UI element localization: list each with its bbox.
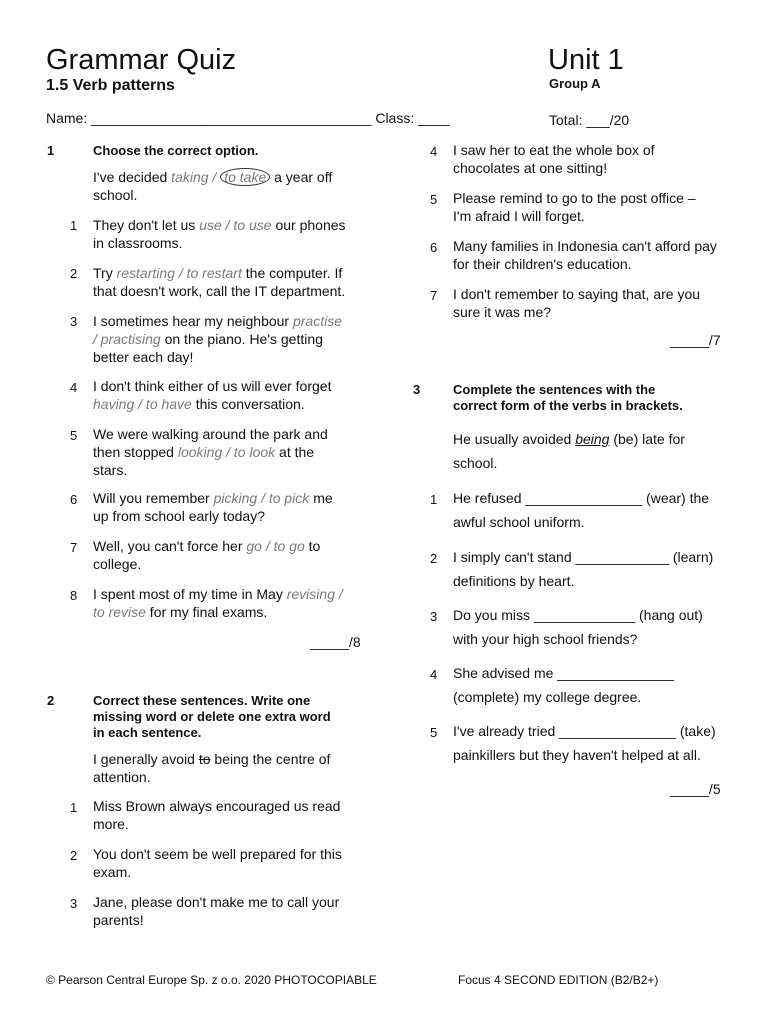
list-item: Many families in Indonesia can't afford pay for their children's education. bbox=[453, 238, 717, 272]
s1-item-3-number: 3 bbox=[70, 314, 78, 329]
s2-item-5-number: 5 bbox=[430, 192, 438, 207]
list-item: She advised me _______________ (complete) my college degree. bbox=[453, 665, 675, 705]
total-field bbox=[549, 112, 629, 128]
s1-item-6-number: 6 bbox=[70, 492, 78, 507]
s3-item-4-number: 4 bbox=[430, 667, 438, 682]
s3-item-3-number: 3 bbox=[430, 609, 438, 624]
s2-item-2-number: 2 bbox=[70, 848, 78, 863]
s3-item-5-number: 5 bbox=[430, 725, 438, 740]
section-1-example: I've decided taking / to take a year off school. bbox=[93, 169, 333, 203]
list-item: I don't remember to saying that, are you sure it was me? bbox=[453, 286, 701, 320]
s2-item-7-number: 7 bbox=[430, 288, 438, 303]
list-item: I simply can't stand ____________ (learn) definitions by heart. bbox=[453, 549, 714, 589]
group-label: Group A bbox=[549, 76, 601, 91]
section-1-instruction: Choose the correct option. bbox=[93, 143, 259, 158]
s1-item-5-number: 5 bbox=[70, 428, 78, 443]
list-item: I don't think either of us will ever forget having / to have this conversation. bbox=[93, 378, 332, 412]
total-label: Total: bbox=[549, 112, 583, 128]
list-item: I spent most of my time in May revising / to revise for my final exams. bbox=[93, 586, 343, 620]
list-item: I saw her to eat the whole box of chocolates at one sitting! bbox=[453, 142, 655, 176]
footer-edition: Focus 4 SECOND EDITION (B2/B2+) bbox=[458, 973, 659, 987]
s2-item-6-number: 6 bbox=[430, 240, 438, 255]
s1-item-4-number: 4 bbox=[70, 380, 78, 395]
example-answer: being bbox=[575, 431, 610, 447]
section-3-instruction: Complete the sentences with the correct form of the verbs in brackets. bbox=[453, 382, 683, 413]
list-item: Miss Brown always encouraged us read more. bbox=[93, 798, 341, 832]
footer-copyright: © Pearson Central Europe Sp. z o.o. 2020 PHOTOCOPIABLE bbox=[46, 973, 377, 987]
class-blank: ____ bbox=[418, 110, 450, 126]
list-item: I've already tried _______________ (take) painkillers but they haven't helped at all. bbox=[453, 723, 716, 763]
list-item: Jane, please don't make me to call your parents! bbox=[93, 894, 340, 928]
list-item: Well, you can't force her go / to go to college. bbox=[93, 538, 321, 572]
s2-item-3-number: 3 bbox=[70, 896, 78, 911]
list-item: We were walking around the park and then stopped looking / to look at the stars. bbox=[93, 426, 328, 478]
list-item: Do you miss _____________ (hang out) with your high school friends? bbox=[453, 607, 703, 647]
section-1-number: 1 bbox=[47, 143, 55, 158]
list-item: They don't let us use / to use our phones in classrooms. bbox=[93, 217, 346, 251]
total-max: /20 bbox=[609, 112, 630, 128]
class-label: Class: bbox=[375, 110, 415, 126]
section-2-instruction: Correct these sentences. Write one missing word or delete one extra word in each sentence. bbox=[93, 693, 331, 740]
circled-answer: to take bbox=[220, 168, 270, 186]
s2-item-1-number: 1 bbox=[70, 800, 78, 815]
s1-item-8-number: 8 bbox=[70, 588, 78, 603]
list-item: I sometimes hear my neighbour practise / practising on the piano. He's getting better each day! bbox=[93, 313, 343, 365]
unit-title: Unit 1 bbox=[548, 44, 624, 76]
list-item: Try restarting / to restart the computer. If that doesn't work, call the IT department. bbox=[93, 265, 346, 299]
section-2-score: _____/7 bbox=[670, 332, 721, 348]
page-title: Grammar Quiz bbox=[46, 44, 237, 76]
s1-item-7-number: 7 bbox=[70, 540, 78, 555]
total-blank: ___ bbox=[586, 112, 610, 128]
section-2-number: 2 bbox=[47, 693, 55, 708]
list-item: He refused _______________ (wear) the awful school uniform. bbox=[453, 490, 710, 530]
name-blank: ____________________________________ bbox=[91, 110, 372, 126]
s1-item-1-number: 1 bbox=[70, 218, 78, 233]
list-item: You don't seem be well prepared for this exam. bbox=[93, 846, 342, 880]
section-3-score: _____/5 bbox=[670, 781, 721, 797]
s3-item-1-number: 1 bbox=[430, 492, 438, 507]
list-item: Please remind to go to the post office – I'm afraid I will forget. bbox=[453, 190, 696, 224]
section-1-score: _____/8 bbox=[310, 634, 361, 650]
page-subtitle: 1.5 Verb patterns bbox=[46, 77, 175, 94]
name-field bbox=[46, 110, 449, 126]
list-item: Will you remember picking / to pick me up from school early today? bbox=[93, 490, 333, 524]
section-3-number: 3 bbox=[413, 382, 421, 397]
section-3-example: He usually avoided being (be) late for school. bbox=[453, 431, 685, 471]
s2-item-4-number: 4 bbox=[430, 144, 438, 159]
section-2-example: I generally avoid to being the centre of attention. bbox=[93, 751, 331, 785]
s1-item-2-number: 2 bbox=[70, 266, 78, 281]
struck-word: to bbox=[198, 751, 211, 767]
s3-item-2-number: 2 bbox=[430, 551, 438, 566]
name-label: Name: bbox=[46, 110, 88, 126]
